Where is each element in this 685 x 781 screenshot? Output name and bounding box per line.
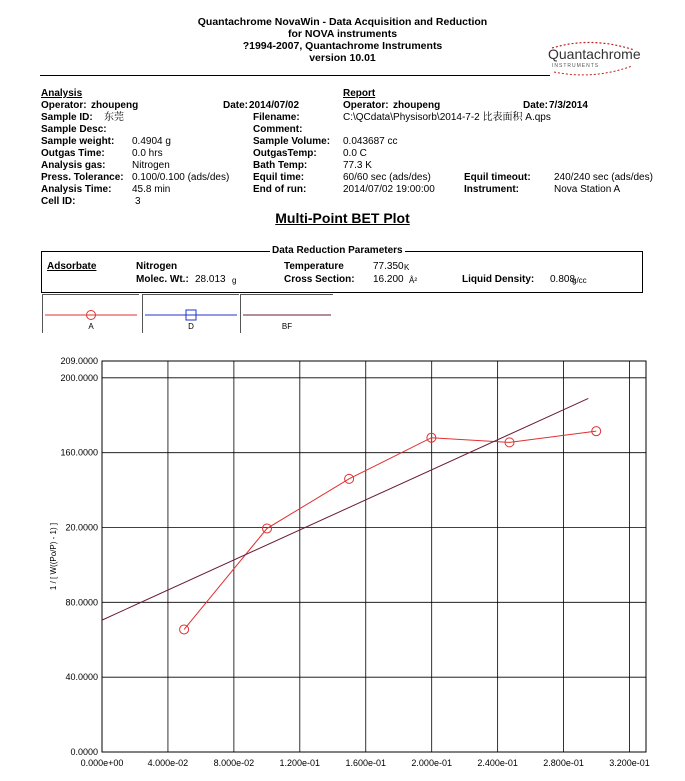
equil-timeout: 240/240 sec (ads/des) xyxy=(554,172,653,183)
analysis-time-label: Analysis Time: xyxy=(41,184,112,195)
y-tick-label: 200.0000 xyxy=(60,372,98,383)
cell-id: 3 xyxy=(135,196,141,207)
analysis-gas-label: Analysis gas: xyxy=(41,160,106,171)
x-tick-label: 4.000e-02 xyxy=(147,758,189,768)
y-axis-label: 1 / [ W((Po/P) - 1) ] xyxy=(49,522,58,591)
series-bf-line xyxy=(102,398,588,620)
report-operator-label: Operator: xyxy=(343,100,389,111)
filename-label: Filename: xyxy=(253,112,300,123)
liquid-density: 0.808 xyxy=(550,274,576,285)
report-date: 7/3/2014 xyxy=(549,100,588,111)
x-tick-label: 0.000e+00 xyxy=(80,758,124,768)
params-title: Data Reduction Parameters xyxy=(272,245,403,256)
logo-tagline: INSTRUMENTS xyxy=(552,63,600,69)
molec-wt-label: Molec. Wt.: xyxy=(136,274,189,285)
header-line-1: Quantachrome NovaWin - Data Acquisition and Reduction xyxy=(197,16,488,28)
bath-temp: 77.3 K xyxy=(343,160,372,171)
filename: C:\QCdata\Physisorb\2014-7-2 比表面积 A.qps xyxy=(343,112,551,123)
press-tolerance: 0.100/0.100 (ads/des) xyxy=(132,172,230,183)
sample-id: 东莞 xyxy=(104,112,124,123)
cell-id-label: Cell ID: xyxy=(41,196,76,207)
legend-d-label: D xyxy=(188,322,194,331)
analysis-date-label: Date: xyxy=(223,100,249,111)
molec-wt: 28.013 xyxy=(195,274,226,285)
outgas-temp: 0.0 C xyxy=(343,148,367,159)
adsorbate-label: Adsorbate xyxy=(47,261,97,272)
cross-section-unit: Å² xyxy=(409,276,417,285)
instrument-label: Instrument: xyxy=(464,184,519,195)
legend-item-a xyxy=(42,294,139,333)
temperature: 77.350 xyxy=(373,261,404,272)
molec-wt-unit: g xyxy=(232,276,237,285)
legend-item-bf xyxy=(240,294,333,333)
analysis-heading: Analysis xyxy=(41,88,83,99)
analysis-gas: Nitrogen xyxy=(132,160,170,171)
plot-title: Multi-Point BET Plot xyxy=(275,210,410,226)
equil-time-label: Equil time: xyxy=(253,172,305,183)
adsorbate: Nitrogen xyxy=(136,261,178,272)
analysis-operator-label: Operator: xyxy=(41,100,87,111)
x-tick-label: 2.800e-01 xyxy=(543,758,584,768)
legend-a-label: A xyxy=(88,322,94,331)
legend-item-d xyxy=(142,294,239,333)
instrument: Nova Station A xyxy=(554,184,621,195)
x-tick-label: 1.200e-01 xyxy=(279,758,321,768)
sample-id-label: Sample ID: xyxy=(41,112,93,123)
equil-time: 60/60 sec (ads/des) xyxy=(343,172,431,183)
report-heading: Report xyxy=(343,88,376,99)
quantachrome-logo xyxy=(544,38,640,76)
plot-frame xyxy=(102,361,646,752)
temperature-unit: K xyxy=(404,263,410,272)
cross-section-label: Cross Section: xyxy=(284,274,355,285)
header-line-2: for NOVA instruments xyxy=(287,28,398,40)
y-tick-label: 40.0000 xyxy=(65,672,98,683)
y-tick-label: 20.0000 xyxy=(65,522,98,533)
end-of-run: 2014/07/02 19:00:00 xyxy=(343,184,435,195)
header-rule xyxy=(40,75,550,76)
outgas-time-label: Outgas Time: xyxy=(41,148,105,159)
liquid-density-label: Liquid Density: xyxy=(462,274,535,285)
y-tick-label: 0.0000 xyxy=(70,747,98,757)
x-tick-label: 3.200e-01 xyxy=(609,758,650,768)
logo-text: Quantachrome xyxy=(548,46,641,62)
temperature-label: Temperature xyxy=(284,261,344,272)
cross-section: 16.200 xyxy=(373,274,404,285)
analysis-operator: zhoupeng xyxy=(91,100,139,111)
analysis-time: 45.8 min xyxy=(132,184,171,195)
sample-weight: 0.4904 g xyxy=(132,136,171,147)
legend-bf-label: BF xyxy=(281,322,293,331)
x-tick-label: 2.000e-01 xyxy=(411,758,452,768)
comment-label: Comment: xyxy=(253,124,303,135)
press-tolerance-label: Press. Tolerance: xyxy=(41,172,124,183)
y-tick-label: 160.0000 xyxy=(60,447,98,458)
x-tick-label: 8.000e-02 xyxy=(213,758,255,768)
outgas-time: 0.0 hrs xyxy=(132,148,163,159)
equil-timeout-label: Equil timeout: xyxy=(464,172,531,183)
liquid-density-unit: g/cc xyxy=(572,276,587,285)
series-a-line xyxy=(184,431,596,629)
sample-volume: 0.043687 cc xyxy=(343,136,398,147)
header-line-3: ?1994-2007, Quantachrome Instruments xyxy=(242,40,443,52)
report-date-label: Date: xyxy=(523,100,549,111)
x-tick-label: 2.400e-01 xyxy=(477,758,518,768)
y-tick-label: 209.0000 xyxy=(60,356,98,366)
bet-plot-chart xyxy=(0,340,685,781)
analysis-date: 2014/07/02 xyxy=(249,100,300,111)
outgas-temp-label: OutgasTemp: xyxy=(253,148,317,159)
header-line-4: version 10.01 xyxy=(309,52,376,64)
y-tick-label: 80.0000 xyxy=(65,597,98,608)
sample-volume-label: Sample Volume: xyxy=(253,136,331,147)
sample-weight-label: Sample weight: xyxy=(41,136,115,147)
report-operator: zhoupeng xyxy=(393,100,441,111)
end-of-run-label: End of run: xyxy=(253,184,307,195)
x-tick-label: 1.600e-01 xyxy=(345,758,387,768)
bath-temp-label: Bath Temp: xyxy=(253,160,308,171)
sample-desc-label: Sample Desc: xyxy=(41,124,107,135)
